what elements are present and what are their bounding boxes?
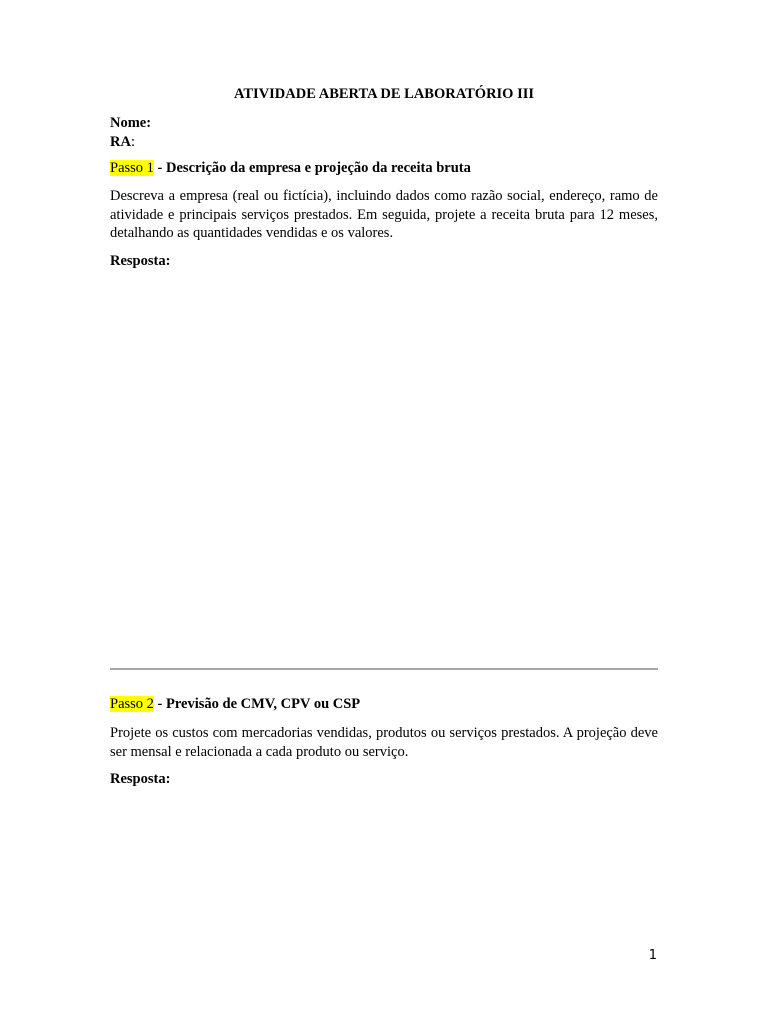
page-number: 1 — [648, 948, 657, 963]
step-1-answer-label: Resposta: — [110, 253, 171, 269]
step-1-separator: - — [153, 160, 167, 176]
name-field-label: Nome: — [110, 115, 152, 131]
student-fields — [110, 114, 658, 151]
step-2-description: Projete os custos com mercadorias vendidas, produtos ou serviços prestados. A projeção deve ser mensal e relacionada a cada produto ou serviço. — [110, 725, 658, 760]
section-divider — [110, 668, 658, 670]
document-title: ATIVIDADE ABERTA DE LABORATÓRIO III — [233, 86, 535, 102]
step-2-title: Previsão de CMV, CPV ou CSP — [166, 696, 361, 712]
step-1-heading — [110, 159, 658, 178]
step-2-label: Passo 2 — [110, 696, 154, 712]
step-1-title: Descrição da empresa e projeção da receita bruta — [166, 160, 471, 176]
step-1-label: Passo 1 — [110, 160, 154, 176]
step-2-separator: - — [153, 696, 167, 712]
ra-field-colon: : — [130, 133, 135, 150]
step-1-description: Descreva a empresa (real ou fictícia), incluindo dados como razão social, endereço, ramo de atividade e principais serviços prestados. Em seguida, projete a receita bruta para 12 meses, detalhando as quantidades vendidas e os valores. — [110, 188, 658, 241]
step-2-heading — [110, 695, 658, 714]
ra-field-label: RA — [110, 133, 131, 150]
step-2-answer-label: Resposta: — [110, 771, 171, 787]
ra-field — [110, 133, 658, 152]
